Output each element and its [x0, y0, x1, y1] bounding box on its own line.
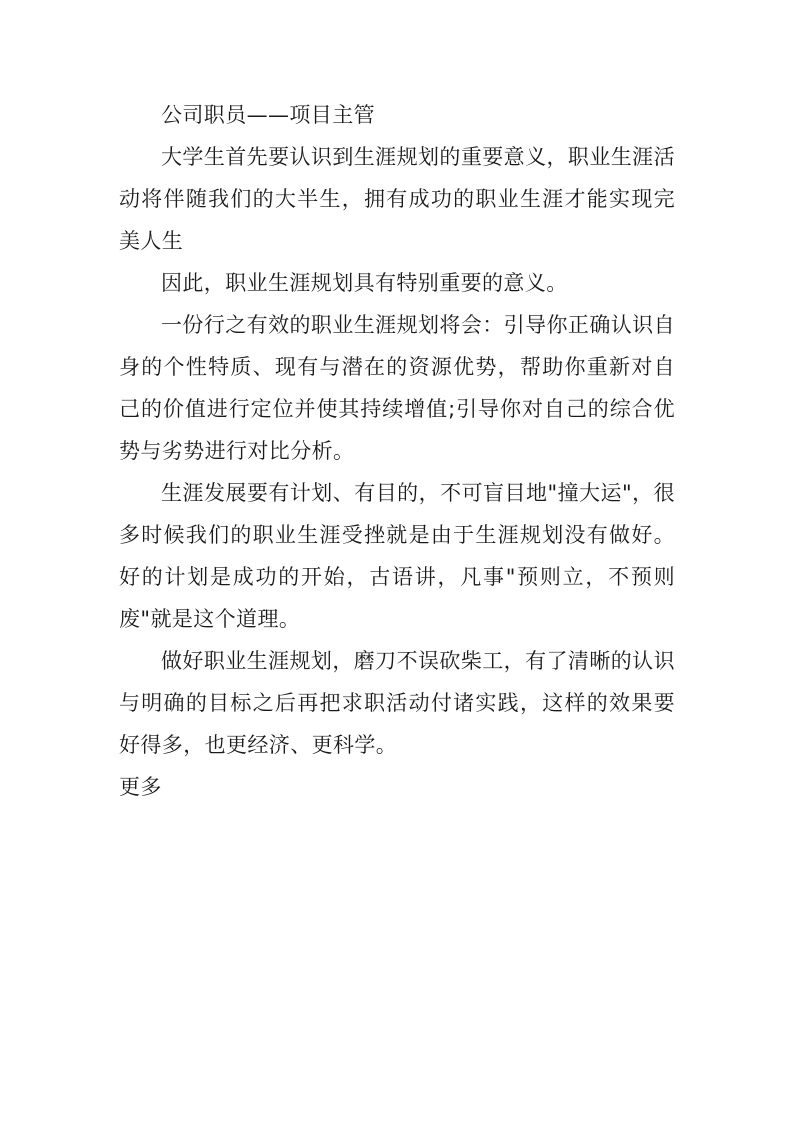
- paragraph-importance: 大学生首先要认识到生涯规划的重要意义，职业生涯活动将伴随我们的大半生，拥有成功的职业生涯才能实现完美人生: [119, 145, 675, 253]
- paragraph-planning-goals: 生涯发展要有计划、有目的，不可盲目地"撞大运"，很多时候我们的职业生涯受挫就是由于生涯规划没有做好。好的计划是成功的开始，古语讲，凡事"预则立，不预则废"就是这个道理。: [119, 481, 675, 631]
- heading-line: 公司职员——项目主管: [161, 103, 375, 127]
- paragraph-effective-plan: 一份行之有效的职业生涯规划将会：引导你正确认识自身的个性特质、现有与潜在的资源优势，帮助你重新对自己的价值进行定位并使其持续增值;引导你对自己的综合优势与劣势进行对比分析。: [119, 313, 675, 463]
- document-body: [119, 94, 675, 808]
- paragraph-conclusion: 因此，职业生涯规划具有特别重要的意义。: [161, 271, 568, 295]
- more-text: 更多: [119, 775, 162, 799]
- paragraph-practice: 做好职业生涯规划，磨刀不误砍柴工，有了清晰的认识与明确的目标之后再把求职活动付诸实践，这样的效果要好得多，也更经济、更科学。: [119, 649, 675, 757]
